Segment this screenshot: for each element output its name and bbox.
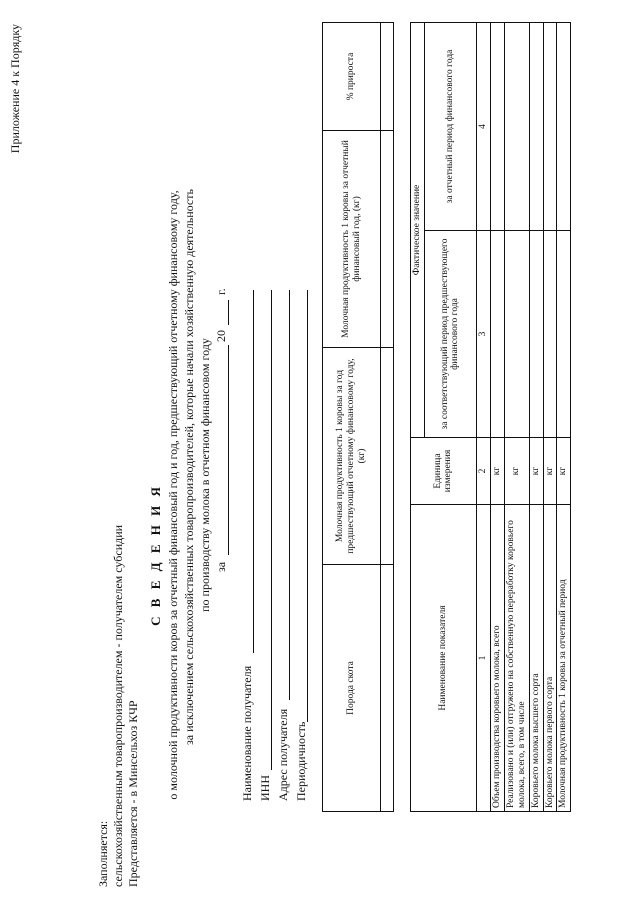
row-unit: кг <box>557 438 571 505</box>
header-prev-period: за соответствующий период предшествующего финансового года <box>424 231 476 438</box>
appendix-label: Приложение 4 к Порядку <box>8 24 22 154</box>
productivity-table <box>322 22 394 812</box>
period-prefix: за <box>214 561 228 572</box>
inn-label: ИНН <box>258 775 272 801</box>
address-label: Адрес получателя <box>276 708 290 801</box>
filled-by-text: сельскохозяйственным товаропроизводителем - получателем субсидии <box>111 524 125 887</box>
row-label-milk-total: Объем производства коровьего молока, всего <box>490 505 504 812</box>
col-number-1: 1 <box>476 505 490 812</box>
breed-cell <box>381 565 394 812</box>
header-breed: Порода скота <box>323 565 381 812</box>
table-cell <box>543 231 557 438</box>
periodicity-line <box>307 290 308 722</box>
header-current-period: за отчетный период финансового года <box>424 23 476 231</box>
prev-year-cell <box>381 348 394 565</box>
table-cell <box>490 23 504 231</box>
subtitle-line-2: за исключением сельскохозяйственных товаропроизводителей, которые начали хозяйственную деятельность <box>182 189 196 745</box>
period-year-prefix: 20 <box>214 330 228 342</box>
row-unit: кг <box>543 438 557 505</box>
milk-indicators-table <box>410 22 571 812</box>
col-number-3: 3 <box>476 231 490 438</box>
header-growth: % прироста <box>323 23 381 131</box>
submitted-to: Представляется - в Минсельхоз КЧР <box>126 700 140 887</box>
header-unit: Единица измерения <box>411 438 477 505</box>
address-line <box>289 290 290 700</box>
table-cell <box>504 231 529 438</box>
table-cell <box>557 231 571 438</box>
header-current-year: Молочная продуктивность 1 коровы за отчетный финансовый год, (кг) <box>323 131 381 348</box>
current-year-cell <box>381 131 394 348</box>
header-actual-value: Фактическое значение <box>411 23 425 438</box>
period-year-suffix: г. <box>214 288 228 295</box>
col-number-4: 4 <box>476 23 490 231</box>
document-title: С В Е Д Е Н И Я <box>148 484 163 626</box>
header-prev-year: Молочная продуктивность 1 коровы за год предшествующий отчетному финансовому году, (кг) <box>323 348 381 565</box>
table-cell <box>529 231 543 438</box>
growth-cell <box>381 23 394 131</box>
col-number-2: 2 <box>476 438 490 505</box>
recipient-name-label: Наименование получателя <box>240 665 254 801</box>
table-cell <box>543 23 557 231</box>
filled-by-label: Заполняется: <box>96 820 110 887</box>
row-unit: кг <box>529 438 543 505</box>
row-unit: кг <box>490 438 504 505</box>
row-label-premium-grade: Коровьего молока высшего сорта <box>529 505 543 812</box>
row-label-first-grade: Коровьего молока первого сорта <box>543 505 557 812</box>
subtitle-line-1: о молочной продуктивности коров за отчетный финансовый год и год, предшествующий отчетному финансовому году, <box>166 190 180 800</box>
row-unit: кг <box>504 438 529 505</box>
recipient-name-line <box>253 290 254 653</box>
period-blank <box>228 345 229 555</box>
row-label-milk-sold: Реализовано и (или) отгружено на собственную переработку коровьего молока, всего, в том числе <box>504 505 529 812</box>
table-cell <box>504 23 529 231</box>
periodicity-label: Периодичность <box>294 721 308 801</box>
row-label-productivity: Молочная продуктивность 1 коровы за отчетный период <box>557 505 571 812</box>
table-cell <box>490 231 504 438</box>
inn-line <box>271 290 272 770</box>
table-cell <box>557 23 571 231</box>
year-blank <box>228 300 229 325</box>
subtitle-line-3: по производству молока в отчетном финансовом году <box>198 338 212 612</box>
table-cell <box>529 23 543 231</box>
header-indicator: Наименование показателя <box>411 505 477 812</box>
